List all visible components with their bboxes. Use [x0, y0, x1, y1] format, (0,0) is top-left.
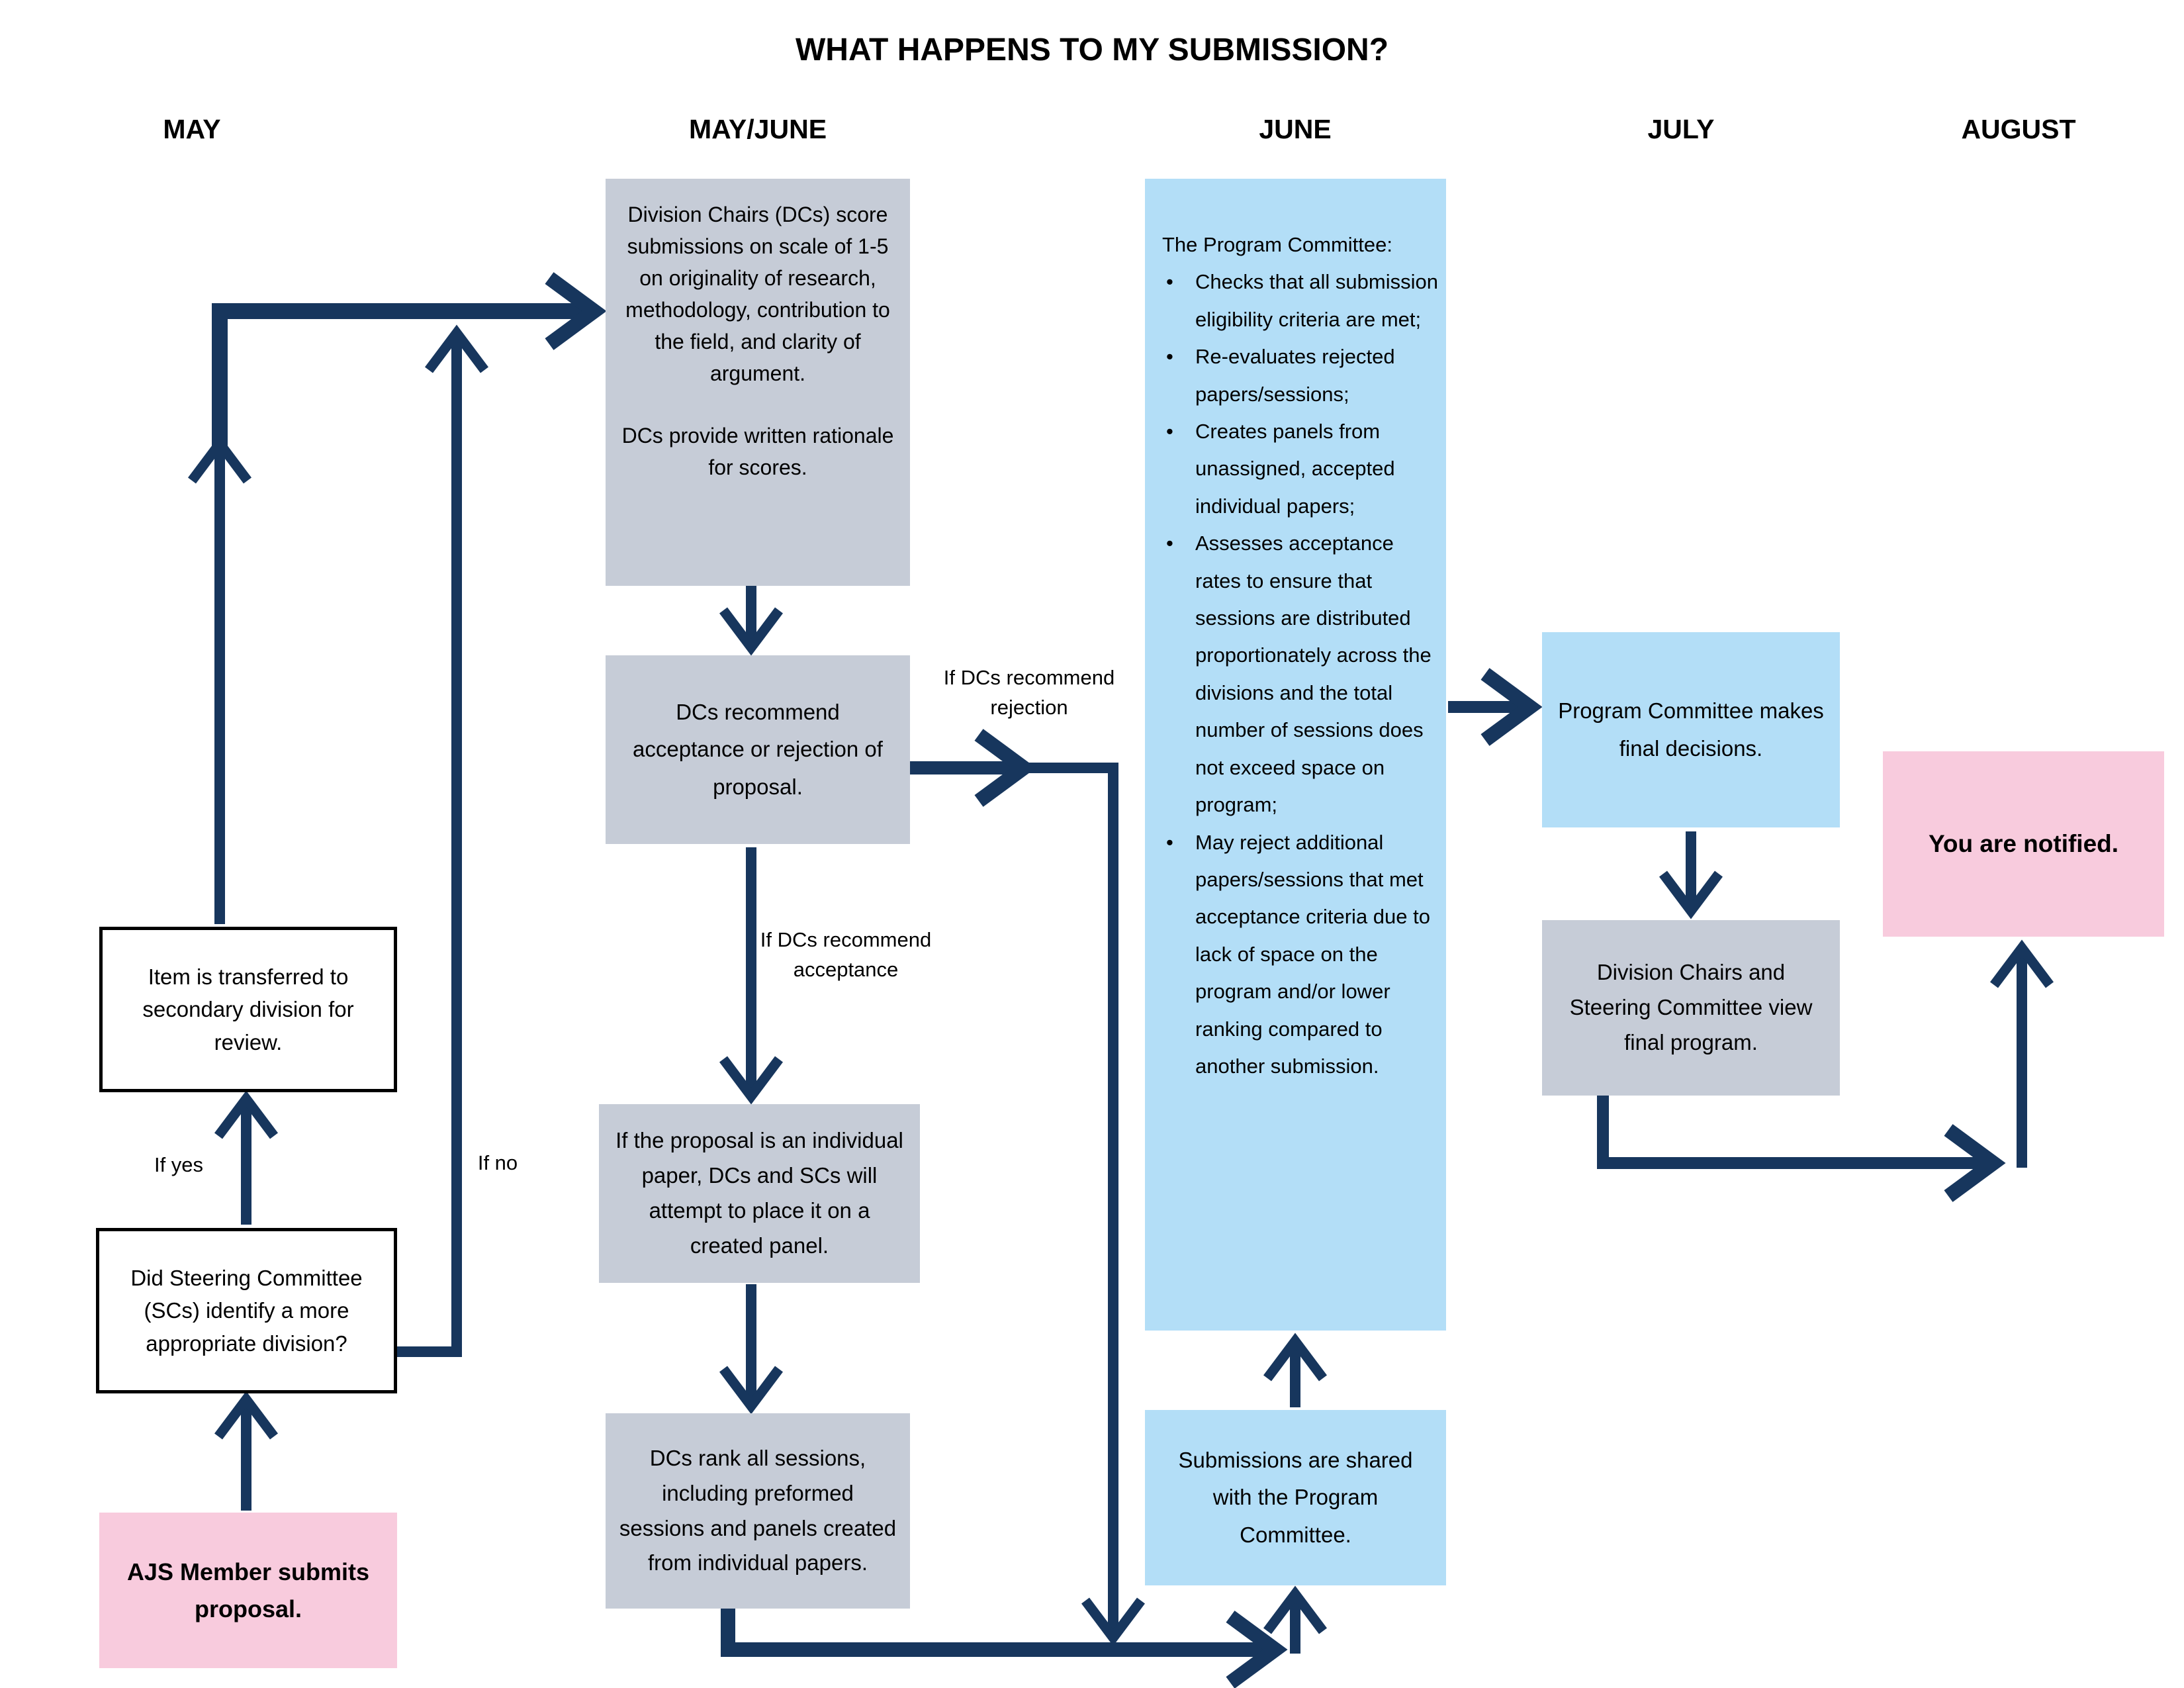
dcsc-view-text: Division Chairs and Steering Committee view final program. [1569, 960, 1813, 1055]
program-committee-intro: The Program Committee: [1162, 233, 1392, 256]
box-program-committee [1145, 179, 1446, 1331]
arrow-view-bottom-right [1603, 1094, 1992, 1163]
box-dcsc-view-program [1542, 920, 1840, 1096]
column-header-may: MAY [163, 114, 221, 144]
column-header-june: JUNE [1259, 114, 1332, 144]
box-steering-question [96, 1228, 397, 1393]
notified-text: You are notified. [1928, 830, 2119, 858]
column-header-august: AUGUST [1961, 114, 2076, 144]
label-if-rejection: If DCs recommend rejection [943, 666, 1115, 719]
box-place-on-panel [599, 1104, 920, 1283]
box-dc-recommend [606, 655, 910, 844]
program-committee-bullet: • Re-evaluates rejected papers/sessions; [1162, 338, 1442, 413]
column-header-july: JULY [1647, 114, 1715, 144]
item-transferred-text: Item is transferred to secondary division for review. [142, 964, 354, 1055]
box-submissions-shared [1145, 1410, 1446, 1585]
submissions-shared-text: Submissions are shared with the Program Committee. [1178, 1448, 1413, 1547]
program-committee-bullet: • Assesses acceptance rates to ensure that sessions are distributed proportionately across the divisions and the total number of sessions does not exceed space on program; [1162, 525, 1442, 823]
page-title: WHAT HAPPENS TO MY SUBMISSION? [795, 32, 1389, 68]
arrow-if-no-up [392, 334, 457, 1352]
program-committee-bullet: • Creates panels from unassigned, accepted individual papers; [1162, 413, 1442, 525]
arrow-rejection-down [1013, 768, 1113, 1636]
box-you-are-notified [1883, 751, 2164, 937]
label-if-acceptance: If DCs recommend acceptance [760, 928, 932, 981]
box-dc-score [606, 179, 910, 586]
place-on-panel-text: If the proposal is an individual paper, DCs and SCs will attempt to place it on a created panel. [615, 1128, 903, 1258]
arrow-into-dc-score [220, 311, 593, 447]
label-if-no: If no [477, 1151, 518, 1174]
steering-question-text: Did Steering Committee (SCs) identify a more appropriate division? [130, 1265, 363, 1356]
box-dc-rank [606, 1413, 910, 1609]
box-item-transferred [99, 927, 397, 1092]
dc-recommend-text: DCs recommend acceptance or rejection of proposal. [633, 700, 883, 799]
column-header-may-june: MAY/JUNE [688, 114, 827, 144]
ajs-member-text: AJS Member submits proposal. [126, 1558, 370, 1622]
dc-score-text: Division Chairs (DCs) score submissions on scale of 1-5 on originality of research, methodology, contribution to the field, and clarity of argument. [625, 203, 890, 385]
dc-score-rationale-text: DCs provide written rationale for scores. [621, 424, 894, 479]
pc-final-text: Program Committee makes final decisions. [1558, 698, 1824, 761]
program-committee-bullets [1162, 263, 1442, 1085]
dc-rank-text: DCs rank all sessions, including preformed sessions and panels created from individual papers. [619, 1445, 897, 1575]
program-committee-bullet: • May reject additional papers/sessions that met acceptance criteria due to lack of space on the program and/or lower ranking compared to another submission. [1162, 824, 1442, 1086]
label-if-yes: If yes [154, 1153, 204, 1176]
box-ajs-member [99, 1513, 397, 1668]
program-committee-bullet: • Checks that all submission eligibility criteria are met; [1162, 263, 1442, 338]
box-pc-final-decisions [1542, 632, 1840, 827]
